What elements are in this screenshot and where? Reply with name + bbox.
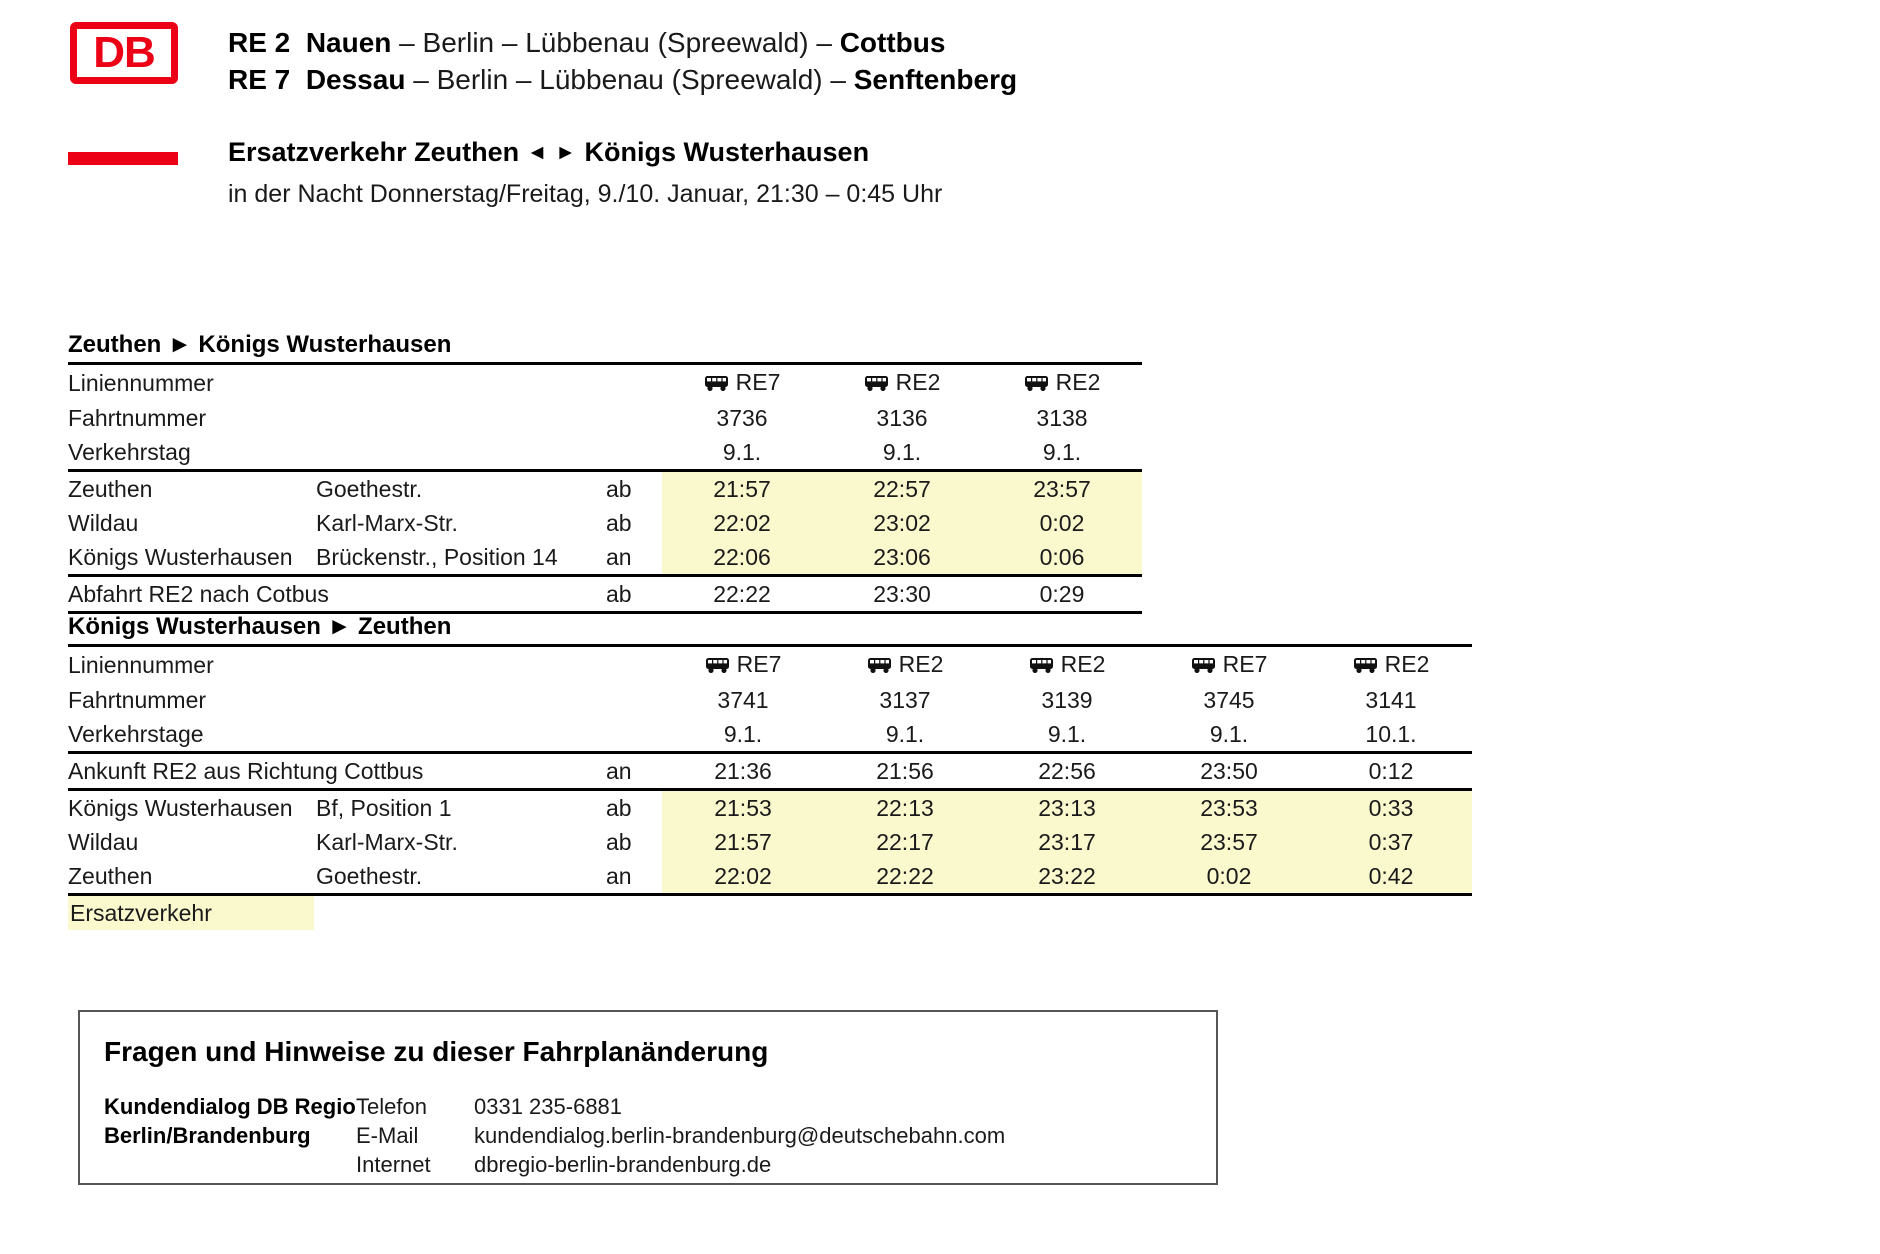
- time-cell: 22:02: [662, 859, 824, 895]
- section-title: [68, 330, 1142, 362]
- table-row-trip-number: [68, 401, 1142, 435]
- row-label: Fahrtnummer: [68, 405, 207, 431]
- section-title-suffix: Zeuthen: [351, 613, 452, 640]
- line-label: RE2: [1060, 651, 1106, 677]
- timetable-section-zeuthen-to-kw: [68, 330, 1142, 614]
- time-cell: 23:02: [822, 506, 982, 540]
- time-cell: 0:02: [1148, 859, 1310, 895]
- table-row-service-day: [68, 435, 1142, 471]
- trip-number-cell: 3137: [879, 687, 931, 713]
- time-cell: 0:12: [1310, 753, 1472, 790]
- service-day-cell: 9.1.: [1148, 717, 1310, 753]
- time-cell: 0:02: [982, 506, 1142, 540]
- contact-label-internet: Internet: [356, 1152, 431, 1177]
- time-cell: 22:57: [822, 471, 982, 507]
- time-cell: 21:56: [824, 753, 986, 790]
- time-cell: 23:17: [986, 825, 1148, 859]
- service-day-cell: 9.1.: [986, 717, 1148, 753]
- contact-value-email: kundendialog.berlin-brandenburg@deutschebahn.com: [474, 1123, 1006, 1148]
- time-cell: 0:06: [982, 540, 1142, 576]
- bus-icon: [1353, 649, 1379, 683]
- section-title-prefix: Zeuthen: [68, 331, 168, 358]
- stop-location: Goethestr.: [316, 859, 606, 895]
- route-line-re2: [228, 24, 1528, 61]
- spacer-cell: [606, 717, 662, 753]
- route-list: [228, 24, 1528, 98]
- service-day-cell: 9.1.: [982, 435, 1142, 471]
- table-row: [68, 540, 1142, 576]
- spacer-cell: [606, 435, 662, 471]
- spacer-cell: [606, 401, 662, 435]
- service-day-cell: 9.1.: [662, 717, 824, 753]
- time-cell: 22:13: [824, 790, 986, 826]
- table-row-service-day: [68, 717, 1472, 753]
- line-label: RE7: [736, 651, 782, 677]
- table-row: [68, 790, 1472, 826]
- time-cell: 21:36: [662, 753, 824, 790]
- station-name: Zeuthen: [68, 859, 316, 895]
- table-row-line-number: [68, 646, 1472, 684]
- bus-icon: [705, 649, 731, 683]
- connection-label: Ankunft RE2 aus Richtung Cottbus: [68, 753, 606, 790]
- route-via: – Berlin – Lübbenau (Spreewald) –: [391, 27, 840, 58]
- trip-number-cell: 3141: [1365, 687, 1417, 713]
- table-row: [68, 825, 1472, 859]
- arrival-departure-flag: ab: [606, 510, 632, 536]
- spacer-cell: [316, 717, 606, 753]
- line-label: RE2: [898, 651, 944, 677]
- arrival-departure-flag: an: [606, 540, 662, 576]
- contact-columns: [104, 1092, 1216, 1179]
- contact-label-email: E-Mail: [356, 1123, 419, 1148]
- row-label: Verkehrstage: [68, 717, 316, 753]
- section-title-suffix: Königs Wusterhausen: [191, 331, 452, 358]
- bus-icon: [1191, 649, 1217, 683]
- table-row-connection: [68, 576, 1142, 613]
- arrival-departure-flag: an: [606, 859, 662, 895]
- spacer-cell: [606, 646, 662, 684]
- route-line-re7: [228, 61, 1528, 98]
- row-label: Liniennummer: [68, 364, 316, 402]
- trip-number-cell: 3136: [876, 405, 928, 431]
- route-destination: Senftenberg: [853, 64, 1018, 95]
- table-row: [68, 471, 1142, 507]
- arrow-right-icon: ►: [168, 331, 192, 358]
- timetable-section-kw-to-zeuthen: [68, 612, 1472, 930]
- station-name: Zeuthen: [68, 476, 153, 502]
- line-label: RE2: [895, 369, 941, 395]
- timetable-2: [68, 644, 1472, 896]
- stop-location: Goethestr.: [316, 476, 423, 502]
- spacer-cell: [316, 401, 606, 435]
- route-line-number: RE 7: [228, 64, 291, 95]
- contact-values: [474, 1092, 1005, 1179]
- arrival-departure-flag: an: [606, 753, 662, 790]
- time-cell: 21:53: [662, 790, 824, 826]
- time-cell: 0:42: [1310, 859, 1472, 895]
- db-logo: [70, 22, 178, 84]
- line-label: RE2: [1384, 651, 1430, 677]
- trip-number-cell: 3741: [717, 687, 769, 713]
- table-row: [68, 859, 1472, 895]
- page-header: [0, 0, 1880, 260]
- contact-label-telefon: Telefon: [356, 1094, 427, 1119]
- time-cell: 23:06: [822, 540, 982, 576]
- contact-value-telefon: 0331 235-6881: [474, 1094, 623, 1119]
- time-cell: 0:29: [982, 576, 1142, 613]
- route-origin: Dessau: [305, 64, 406, 95]
- table-row: [68, 506, 1142, 540]
- arrow-right-icon: ►: [327, 613, 352, 640]
- stop-location: Karl-Marx-Str.: [316, 510, 458, 536]
- column-header-line-RE7: [662, 646, 824, 684]
- time-cell: 22:22: [662, 576, 822, 613]
- time-cell: 22:02: [662, 506, 822, 540]
- column-header-line-RE2: [982, 364, 1142, 402]
- column-header-line-RE2: [986, 646, 1148, 684]
- table-row-connection: [68, 753, 1472, 790]
- contact-org: [104, 1092, 356, 1179]
- replacement-service-title: [228, 134, 1628, 173]
- spacer-cell: [606, 364, 662, 402]
- time-cell: 23:57: [1148, 825, 1310, 859]
- spacer-cell: [316, 646, 606, 684]
- route-origin: Nauen: [305, 27, 392, 58]
- trip-number-cell: 3139: [1041, 687, 1093, 713]
- line-label: RE7: [1222, 651, 1268, 677]
- service-day-cell: 10.1.: [1310, 717, 1472, 753]
- legend: [68, 896, 1472, 930]
- spacer-cell: [316, 683, 606, 717]
- service-day-cell: 9.1.: [822, 435, 982, 471]
- replacement-service-block: [228, 134, 1628, 211]
- line-label: RE7: [735, 369, 781, 395]
- row-label: Fahrtnummer: [68, 687, 207, 713]
- arrival-departure-flag: ab: [606, 476, 632, 502]
- line-label: RE2: [1055, 369, 1101, 395]
- replacement-title-suffix: Königs Wusterhausen: [577, 137, 870, 167]
- replacement-title-prefix: Ersatzverkehr Zeuthen: [228, 137, 527, 167]
- station-name: Königs Wusterhausen: [68, 540, 316, 576]
- column-header-line-RE7: [1148, 646, 1310, 684]
- route-line-number: RE 2: [228, 27, 291, 58]
- time-cell: 23:57: [982, 471, 1142, 507]
- station-name: Wildau: [68, 829, 139, 855]
- route-destination: Cottbus: [839, 27, 946, 58]
- service-day-cell: 9.1.: [824, 717, 986, 753]
- contact-labels: [356, 1092, 474, 1179]
- bus-icon: [867, 649, 893, 683]
- time-cell: 23:53: [1148, 790, 1310, 826]
- station-name: Wildau: [68, 510, 139, 536]
- stop-location: Bf, Position 1: [316, 795, 452, 821]
- service-day-cell: 9.1.: [662, 435, 822, 471]
- arrival-departure-flag: ab: [606, 576, 662, 613]
- column-header-line-RE2: [1310, 646, 1472, 684]
- bus-icon: [1029, 649, 1055, 683]
- section-title-prefix: Königs Wusterhausen: [68, 613, 328, 640]
- arrival-departure-flag: ab: [606, 795, 632, 821]
- trip-number-cell: 3736: [716, 405, 768, 431]
- contact-box: [78, 1010, 1218, 1185]
- time-cell: 23:22: [986, 859, 1148, 895]
- row-label: Liniennummer: [68, 646, 316, 684]
- station-name: Königs Wusterhausen: [68, 795, 293, 821]
- timetable-1: [68, 362, 1142, 614]
- arrow-left-right-icon: ◄ ►: [526, 141, 578, 164]
- contact-value-internet: dbregio-berlin-brandenburg.de: [474, 1152, 772, 1177]
- contact-box-title: Fragen und Hinweise zu dieser Fahrplanänderung: [104, 1036, 769, 1067]
- spacer-cell: [606, 683, 662, 717]
- bus-icon: [704, 367, 730, 401]
- bus-icon: [1024, 367, 1050, 401]
- stop-location: Karl-Marx-Str.: [316, 829, 458, 855]
- time-cell: 23:30: [822, 576, 982, 613]
- row-label: Verkehrstag: [68, 435, 316, 471]
- replacement-service-note: in der Nacht Donnerstag/Freitag, 9./10. Januar, 21:30 – 0:45 Uhr: [228, 180, 943, 208]
- column-header-line-RE2: [822, 364, 982, 402]
- time-cell: 22:22: [824, 859, 986, 895]
- trip-number-cell: 3745: [1203, 687, 1255, 713]
- db-logo-text: DB: [93, 28, 155, 77]
- time-cell: 0:37: [1310, 825, 1472, 859]
- stop-location: Brückenstr., Position 14: [316, 540, 606, 576]
- time-cell: 21:57: [662, 825, 824, 859]
- spacer-cell: [316, 364, 606, 402]
- column-header-line-RE2: [824, 646, 986, 684]
- section-title: [68, 612, 1472, 644]
- time-cell: 23:50: [1148, 753, 1310, 790]
- table-row-trip-number: [68, 683, 1472, 717]
- route-via: – Berlin – Lübbenau (Spreewald) –: [405, 64, 854, 95]
- time-cell: 22:56: [986, 753, 1148, 790]
- table-row-line-number: [68, 364, 1142, 402]
- contact-org-line1: Kundendialog DB Regio: [104, 1094, 356, 1119]
- spacer-cell: [316, 435, 606, 471]
- time-cell: 0:33: [1310, 790, 1472, 826]
- time-cell: 23:13: [986, 790, 1148, 826]
- contact-org-line2: Berlin/Brandenburg: [104, 1123, 311, 1148]
- bus-icon: [864, 367, 890, 401]
- time-cell: 22:06: [662, 540, 822, 576]
- legend-label: Ersatzverkehr: [68, 896, 314, 930]
- time-cell: 21:57: [662, 471, 822, 507]
- time-cell: 22:17: [824, 825, 986, 859]
- connection-label: Abfahrt RE2 nach Cotbus: [68, 576, 606, 613]
- accent-bar: [68, 152, 178, 165]
- trip-number-cell: 3138: [1036, 405, 1088, 431]
- column-header-line-RE7: [662, 364, 822, 402]
- arrival-departure-flag: ab: [606, 829, 632, 855]
